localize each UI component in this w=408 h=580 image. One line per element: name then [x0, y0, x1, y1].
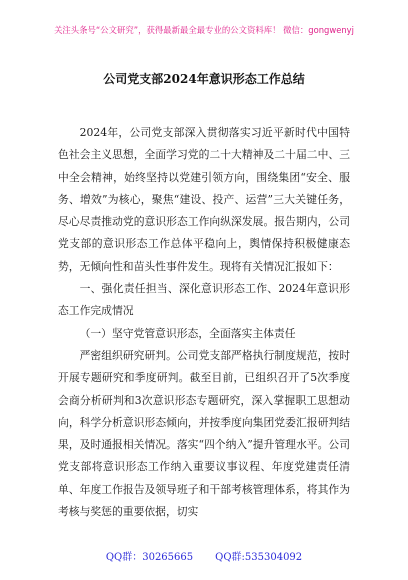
- top-banner: 关注头条号“公文研究”，获得最新最全最专业的公文资料库！ 微信：gongwenyj: [54, 25, 354, 35]
- intro-paragraph: 2024年，公司党支部深入贯彻落实习近平新时代中国特色社会主义思想，全面学习党的二十大精神及二十届二中、三中全会精神，始终坚持以党建引领方向，围绕集团“安全、服务、增效”为核心，聚焦“建设、投产、运营”三大关键任务，尽心尽责推动党的意识形态工作向纵深发展。报告期内，公司党支部的意识形态工作总体平稳向上，舆情保持积极健康态势，无倾向性和苗头性事件发生。现将有关情况汇报如下：: [58, 126, 350, 273]
- document-body: [58, 122, 350, 523]
- qq-group-2: QQ群:535304092: [215, 552, 303, 563]
- footer: [0, 548, 408, 563]
- subsection-heading: （一）坚守党管意识形态，全面落实主体责任: [79, 326, 296, 340]
- document-title: 公司党支部2024年意识形态工作总结: [103, 72, 305, 86]
- section-heading: 一、强化责任担当、深化意识形态工作、2024年意识形态工作完成情况: [58, 282, 350, 318]
- qq-group-1: QQ群：30265665: [105, 552, 194, 563]
- body-paragraph: 严密组织研究研判。公司党支部严格执行制度规范，按时开展专题研究和季度研判。截至目前，已组织召开了5次季度会商分析研判和3次意识形态专题研究，深入掌握职工思想动向，科学分析意识形态倾向，并按季度向集团党委汇报研判结果，及时通报相关情况。落实“四个纳入”提升管理水平。公司党支部将意识形态工作纳入重要议事议程、年度党建责任清单、年度工作报告及领导班子和干部考核管理体系，将其作为考核与奖惩的重要依据，切实: [58, 348, 350, 519]
